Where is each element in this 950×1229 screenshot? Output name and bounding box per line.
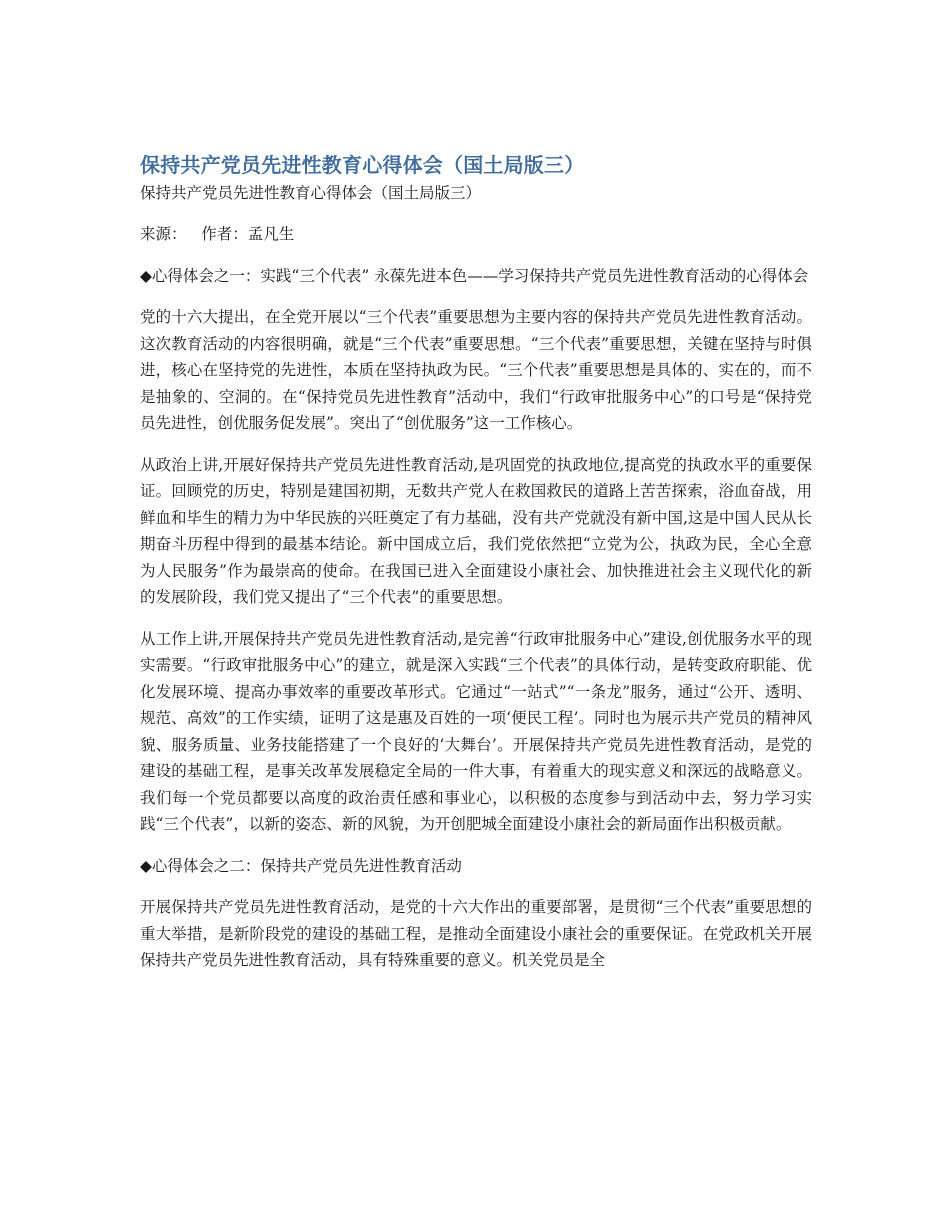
source-author-line: 来源： 作者：孟凡生 bbox=[140, 225, 295, 243]
body-paragraph: 从工作上讲,开展保持共产党员先进性教育活动,是完善“行政审批服务中心”建设,创优服务水平的现实需要。“行政审批服务中心”的建立，就是深入实践“三个代表”的具体行动，是转变政府职能、优化发展环境、提高办事效率的重要改革形式。它通过“一站式”“一条龙”服务，通过“公开、透明、规范、高效”的工作实绩，证明了这是惠及百姓的一项‘便民工程’。同时也为展示共产党员的精神风貌、服务质量、业务技能搭建了一个良好的‘大舞台’。开展保持共产党员先进性教育活动，是党的建设的基础工程，是事关改革发展稳定全局的一件大事，有着重大的现实意义和深远的战略意义。我们每一个党员都要以高度的政治责任感和事业心，以积极的态度参与到活动中去，努力学习实践“三个代表”，以新的姿态、新的风貌，为开创肥城全面建设小康社会的新局面作出积极贡献。 bbox=[140, 629, 812, 833]
body-paragraph: 开展保持共产党员先进性教育活动，是党的十六大作出的重要部署，是贯彻“三个代表”重要思想的重大举措，是新阶段党的建设的基础工程，是推动全面建设小康社会的重要保证。在党政机关开展保持共产党员先进性教育活动，具有特殊重要的意义。机关党员是全 bbox=[140, 898, 812, 969]
document-page bbox=[140, 150, 812, 989]
document-subtitle: 保持共产党员先进性教育心得体会（国土局版三） bbox=[140, 184, 482, 202]
section-heading-2: ◆心得体会之二：保持共产党员先进性教育活动 bbox=[140, 856, 462, 875]
body-paragraph: 从政治上讲,开展好保持共产党员先进性教育活动,是巩固党的执政地位,提高党的执政水平的重要保证。回顾党的历史，特别是建国初期，无数共产党人在救国救民的道路上苦苦探索，浴血奋战，用鲜血和毕生的精力为中华民族的兴旺奠定了有力基础，没有共产党就没有新中国,这是中国人民从长期奋斗历程中得到的最基本结论。新中国成立后，我们党依然把“立党为公，执政为民，全心全意为人民服务”作为最崇高的使命。在我国已进入全面建设小康社会、加快推进社会主义现代化的新的发展阶段，我们党又提出了“三个代表”的重要思想。 bbox=[140, 455, 812, 606]
document-title: 保持共产党员先进性教育心得体会（国土局版三） bbox=[140, 153, 585, 177]
body-paragraph: 党的十六大提出，在全党开展以“三个代表”重要思想为主要内容的保持共产党员先进性教育活动。这次教育活动的内容很明确，就是“三个代表”重要思想。“三个代表”重要思想，关键在坚持与时俱进，核心在坚持党的先进性，本质在坚持执政为民。“三个代表”重要思想是具体的、实在的，而不是抽象的、空洞的。在“保持党员先进性教育”活动中，我们“行政审批服务中心”的口号是“保持党员先进性，创优服务促发展”。突出了“创优服务”这一工作核心。 bbox=[140, 308, 812, 432]
section-heading-1: ◆心得体会之一：实践“三个代表” 永葆先进本色——学习保持共产党员先进性教育活动的心得体会 bbox=[140, 266, 809, 285]
